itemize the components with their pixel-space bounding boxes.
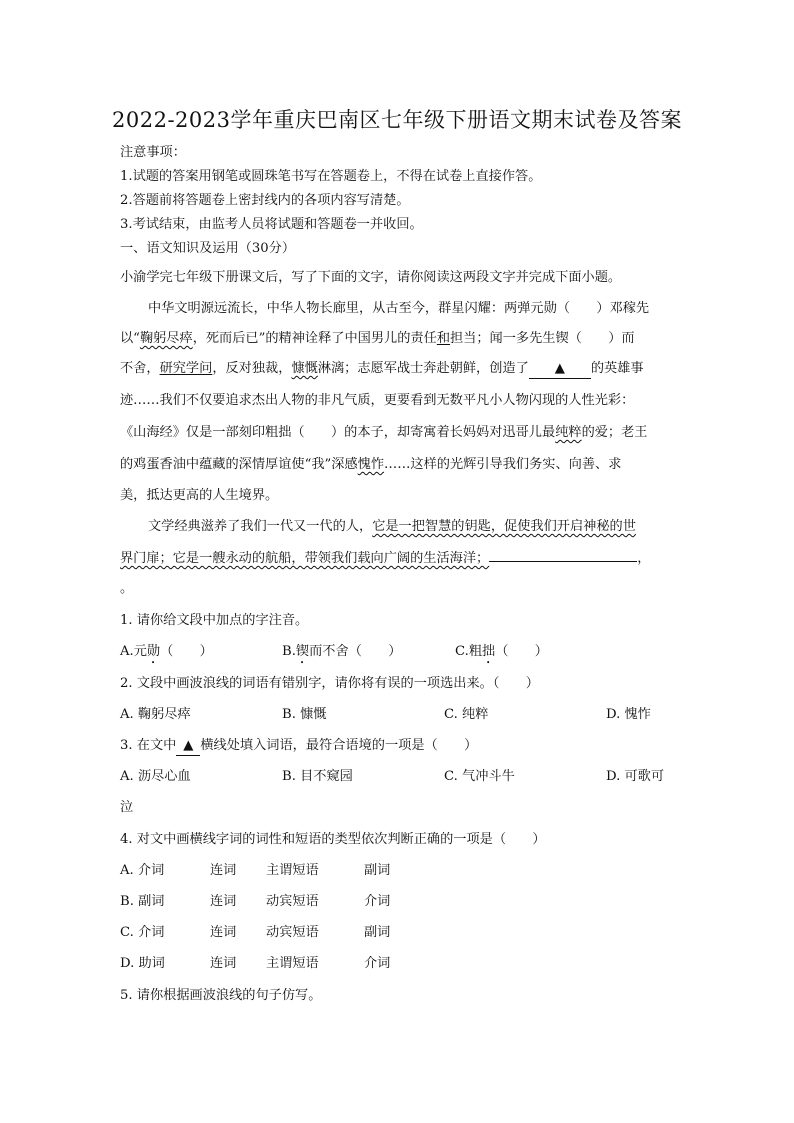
- intro-text: 小渝学完七年级下册课文后，写了下面的文字，请你阅读这两段文字并完成下面小题。: [120, 270, 622, 285]
- text: 3. 在文中: [120, 738, 177, 753]
- text: C.: [455, 644, 469, 659]
- answer-blank[interactable]: [489, 561, 637, 562]
- text: 不舍，: [120, 361, 160, 376]
- wavy-sentence: 它是一把智慧的钥匙，促使我们开启神秘的世: [372, 519, 636, 534]
- text: 横线处填入词语，最符合语境的一项是（ ）: [200, 738, 478, 753]
- option-b: B. 目不窥园: [282, 769, 353, 784]
- option-c-part: 副词: [364, 925, 391, 940]
- text: ，: [637, 551, 651, 566]
- text: 的英雄事: [590, 361, 644, 376]
- passage-line: 迹……我们不仅要追求杰出人物的非凡气质，更要看到无数平凡小人物闪现的人性光彩：: [120, 393, 635, 408]
- option-c-part: 连词: [210, 925, 237, 940]
- option-d-part: D. 助词: [120, 956, 165, 971]
- dotted-char: 锲: [295, 644, 310, 659]
- option-d-wrap: 泣: [120, 800, 134, 815]
- option-b-part: 连词: [210, 894, 237, 909]
- answer-paren: （ ）: [160, 644, 213, 659]
- text: ……这样的光辉引导我们务实、向善、求: [384, 457, 622, 472]
- wavy-sentence: 界门扉；它是一艘永动的航船，带领我们载向广阔的生活海洋；: [120, 551, 490, 566]
- option-b-part: 介词: [364, 894, 391, 909]
- underlined-word: 和: [436, 331, 450, 346]
- notice-item: 1.试题的答案用钢笔或圆珠笔书写在答题卷上，不得在试卷上直接作答。: [120, 169, 542, 184]
- wavy-word: 慷慨: [291, 361, 318, 376]
- option-a-part: 连词: [210, 863, 237, 878]
- fill-blank: ▲: [176, 737, 200, 756]
- text: A.: [120, 644, 134, 659]
- passage-line: [120, 550, 650, 568]
- option-b-part: 动宾短语: [266, 894, 319, 909]
- option-c-part: 动宾短语: [266, 925, 319, 940]
- fill-blank: ▲: [529, 360, 591, 379]
- option-c-part: C. 介词: [120, 925, 165, 940]
- text: 《山海经》仅是一部刻印粗拙（ ）的本子，却寄寓着长妈妈对迅哥儿最: [120, 425, 556, 440]
- question-stem: 1. 请你给文段中加点的字注音。: [120, 613, 309, 628]
- option-b: B. 慷慨: [282, 707, 327, 722]
- option-d: D. 可歌可: [606, 769, 665, 784]
- text: 粗: [468, 644, 482, 659]
- dotted-char: 勋: [146, 644, 161, 659]
- wavy-word: 愧怍: [357, 457, 385, 472]
- answer-paren: （ ）: [348, 644, 402, 659]
- answer-paren: （ ）: [495, 644, 548, 659]
- option-c: C. 气冲斗牛: [444, 769, 515, 784]
- notice-item: 3.考试结束，由监考人员将试题和答题卷一并收回。: [120, 217, 423, 232]
- text: ，死而后已”的精神诠释了中国男儿的责任: [192, 331, 437, 346]
- option-c: [455, 643, 548, 667]
- notice-item: 2.答题前将答题卷上密封线内的各项内容写清楚。: [120, 193, 410, 208]
- question-stem: 4. 对文中画横线字词的词性和短语的类型依次判断正确的一项是（ ）: [120, 832, 546, 847]
- passage-line: [120, 330, 635, 348]
- option-b: [282, 643, 401, 667]
- text: 淋漓；志愿军战士奔赴朝鲜，创造了: [317, 361, 529, 376]
- text: 元: [133, 644, 147, 659]
- option-d-part: 连词: [210, 956, 237, 971]
- passage-line: [120, 424, 648, 442]
- text: 的爱；老王: [581, 425, 648, 440]
- text: 担当；闻一多先生锲（ ）而: [450, 331, 635, 346]
- passage-line: [148, 518, 636, 536]
- text: 以“: [120, 331, 140, 346]
- passage-line: [120, 456, 621, 474]
- option-d-part: 介词: [364, 956, 391, 971]
- text: 的鸡蛋香油中蕴藏的深情厚谊使“我”深感: [120, 457, 358, 472]
- section-heading: 一、语文知识及运用（30分）: [120, 241, 296, 256]
- option-a-part: A. 介词: [120, 863, 165, 878]
- passage-line: 中华文明源远流长，中华人物长廊里，从古至今，群星闪耀：两弹元勋（ ）邓稼先: [148, 301, 650, 316]
- page-title: 2022-2023学年重庆巴南区七年级下册语文期末试卷及答案: [112, 108, 682, 132]
- option-d-part: 主谓短语: [266, 956, 319, 971]
- text: 而不舍: [309, 644, 349, 659]
- wavy-word: 纯粹: [555, 425, 582, 440]
- option-a: A. 沥尽心血: [120, 769, 191, 784]
- passage-line: 。: [120, 581, 134, 596]
- notice-heading: 注意事项：: [120, 145, 186, 160]
- option-a-part: 副词: [364, 863, 391, 878]
- text: B.: [282, 644, 296, 659]
- question-stem: 2. 文段中画波浪线的词语有错别字，请你将有误的一项选出来。（ ）: [120, 676, 539, 691]
- option-a-part: 主谓短语: [266, 863, 319, 878]
- option-a: A. 鞠躬尽瘁: [120, 707, 191, 722]
- question-stem: 5. 请你根据画波浪线的句子仿写。: [120, 988, 322, 1003]
- passage-line: 美，抵达更高的人生境界。: [120, 488, 279, 503]
- underlined-word: 研究学问: [159, 361, 213, 376]
- passage-line: [120, 360, 644, 379]
- wavy-word: 鞠躬尽瘁: [139, 331, 193, 346]
- dotted-char: 拙: [482, 644, 496, 659]
- option-a: [120, 643, 213, 667]
- text: ，反对独裁，: [212, 361, 292, 376]
- option-c: C. 纯粹: [444, 707, 489, 722]
- option-d: D. 愧怍: [606, 707, 651, 722]
- text: 文学经典滋养了我们一代又一代的人，: [148, 519, 373, 534]
- option-b-part: B. 副词: [120, 894, 165, 909]
- question-stem: [120, 737, 477, 756]
